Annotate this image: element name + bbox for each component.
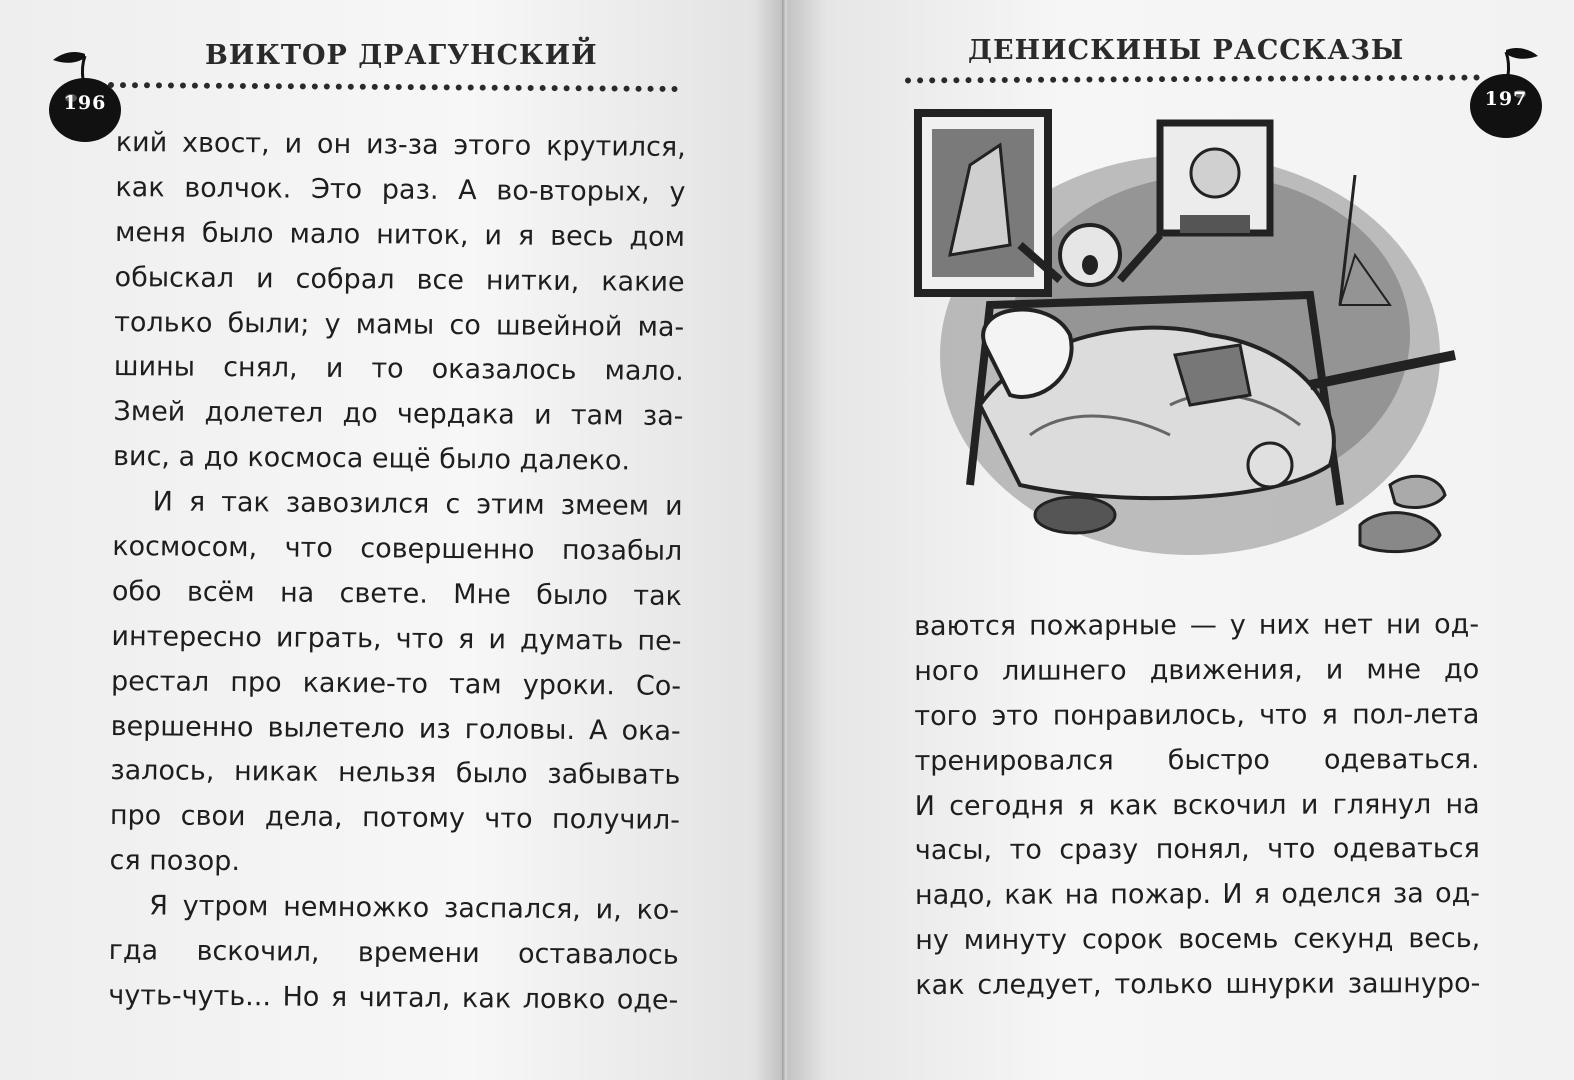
story-illustration: [910, 105, 1470, 583]
text-line: залось, никак нельзя было забывать: [110, 755, 681, 792]
running-head-author: ВИКТОР ДРАГУНСКИЙ: [205, 40, 598, 71]
text-line: про свои дела, потому что получил-: [109, 800, 681, 837]
right-page: [788, 0, 1574, 1080]
header-dotted-rule: [905, 74, 1480, 83]
page-number: 196: [63, 92, 107, 114]
text-line: рестал про какие-то там уроки. Со-: [110, 665, 682, 702]
text-line: только были; у мамы со швейной ма-: [114, 306, 685, 343]
text-line: как следует, только шнурки зашнуро-: [915, 968, 1481, 1002]
text-line: ся позор.: [109, 845, 241, 878]
running-head-title: ДЕНИСКИНЫ РАССКАЗЫ: [968, 35, 1405, 66]
text-line: космосом, что совершенно позабыл: [112, 531, 683, 567]
text-line: тренировался быстро одеваться.: [914, 743, 1480, 777]
text-line: кий хвост, и он из-за этого крутился,: [115, 126, 686, 163]
text-line: ного лишнего движения, и мне до: [914, 653, 1480, 687]
text-line-paragraph-start: Я утром немножко заспался, и, ко-: [149, 890, 680, 927]
text-line: ну минуту сорок восемь секунд весь,: [915, 923, 1481, 957]
page-number: 197: [1484, 88, 1528, 110]
text-line: чуть-чуть... Но я читал, как ловко оде-: [108, 979, 679, 1016]
text-line: как волчок. Это раз. А во-вторых, у: [115, 171, 686, 208]
left-page: [0, 0, 785, 1080]
left-text-column: [108, 121, 686, 1024]
text-line: вис, а до космоса ещё было далеко.: [112, 441, 631, 477]
text-line: Змей долетел до чердака и там за-: [113, 396, 684, 433]
text-line: обыскал и собрал все нитки, какие: [114, 261, 685, 298]
text-line: ваются пожарные — у них нет ни од-: [914, 609, 1480, 642]
text-line: меня было мало ниток, и я весь дом: [114, 216, 686, 253]
text-line: того это понравилось, что я пол-лета: [914, 698, 1480, 732]
header-dotted-rule: [108, 82, 678, 92]
text-line: интересно играть, что я и думать пе-: [111, 620, 682, 657]
text-line: вершенно вылетело из головы. А ока-: [110, 710, 681, 747]
text-line: гда вскочил, времени оставалось: [108, 935, 679, 971]
text-line: шины снял, и то оказалось мало.: [113, 351, 684, 388]
right-text-column: [914, 603, 1480, 1009]
text-line-paragraph-start: И я так завозился с этим змеем и: [152, 486, 683, 523]
text-line: И сегодня я как вскочил и глянул на: [914, 788, 1480, 822]
text-line: часы, то сразу понял, что одеваться: [914, 833, 1480, 867]
text-line: надо, как на пожар. И я оделся за од-: [914, 878, 1481, 912]
text-line: обо всём на свете. Мне было так: [111, 575, 683, 612]
